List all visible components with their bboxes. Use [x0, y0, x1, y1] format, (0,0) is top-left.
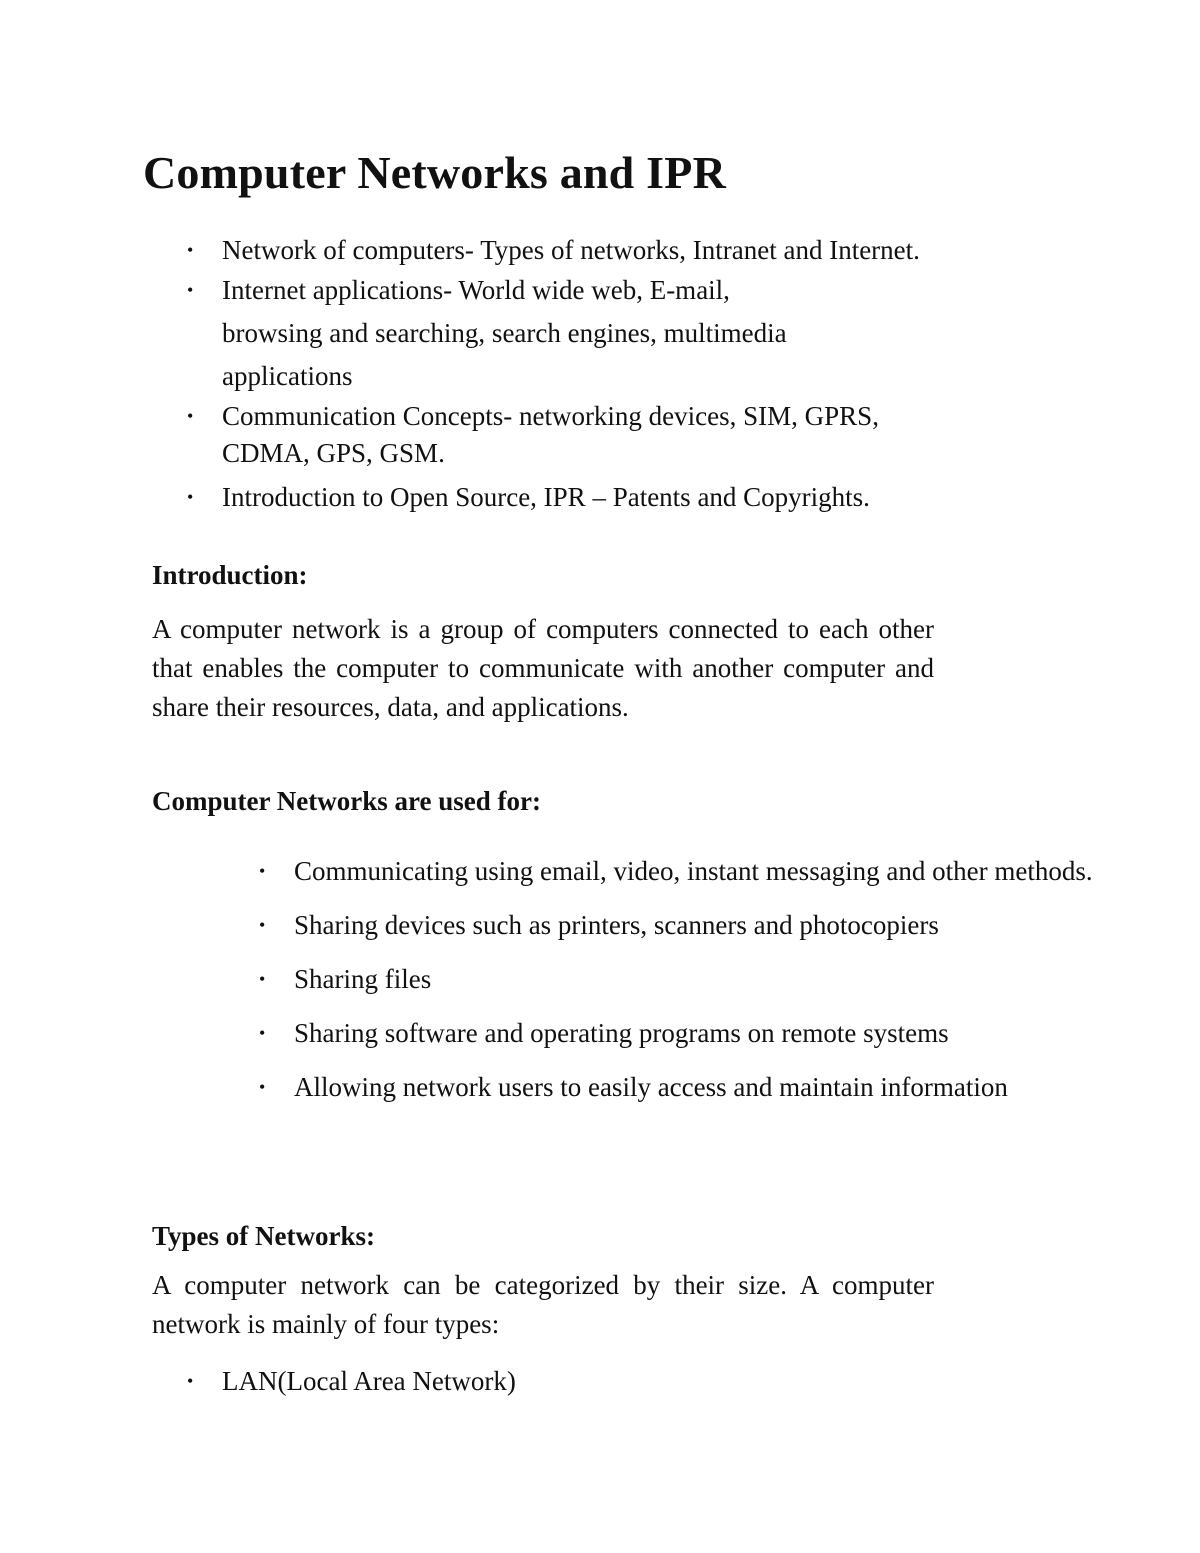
list-item-text: Sharing files [294, 964, 432, 994]
list-item-text: Introduction to Open Source, IPR – Patents and Copyrights. [222, 482, 870, 512]
list-item [150, 398, 1050, 472]
list-item [150, 232, 1050, 269]
bullet-icon: • [259, 969, 266, 989]
list-item [222, 907, 1122, 944]
uses-list [222, 853, 1122, 1123]
list-item-text: Sharing software and operating programs on remote systems [294, 1018, 949, 1048]
bullet-icon: • [259, 1023, 266, 1043]
list-item [222, 1015, 1122, 1052]
types-heading: Types of Networks: [152, 1221, 375, 1251]
types-paragraph: A computer network can be categorized by their size. A computer network is mainly of four types: [152, 1270, 934, 1339]
bullet-icon: • [187, 1371, 194, 1391]
list-item-text: CDMA, GPS, GSM. [222, 438, 445, 468]
page-title: Computer Networks and IPR [143, 147, 726, 198]
types-list [150, 1363, 516, 1400]
list-item [222, 1069, 1122, 1106]
list-item-text: applications [222, 361, 353, 391]
list-item-text: LAN(Local Area Network) [222, 1366, 516, 1396]
topics-list [150, 232, 1050, 516]
list-item [222, 961, 1122, 998]
list-item [150, 1363, 516, 1400]
list-item [150, 479, 1050, 516]
list-item-text: Communication Concepts- networking devices, SIM, GPRS, [222, 401, 879, 431]
list-item-text: browsing and searching, search engines, multimedia [222, 318, 787, 348]
bullet-icon: • [187, 487, 194, 507]
introduction-paragraph: A computer network is a group of computers connected to each other that enables the computer to communicate with another computer and share their resources, data, and applications. [152, 614, 934, 722]
list-item-text: Internet applications- World wide web, E-mail, [222, 275, 730, 305]
bullet-icon: • [187, 240, 194, 260]
uses-heading: Computer Networks are used for: [152, 786, 541, 816]
list-item [222, 853, 1122, 890]
bullet-icon: • [259, 861, 266, 881]
bullet-icon: • [187, 280, 194, 300]
introduction-heading: Introduction: [152, 560, 308, 590]
bullet-icon: • [187, 406, 194, 426]
bullet-icon: • [259, 915, 266, 935]
bullet-icon: • [259, 1077, 266, 1097]
list-item-text: Communicating using email, video, instant messaging and other methods. [294, 856, 1093, 886]
list-item-text: Network of computers- Types of networks, Intranet and Internet. [222, 235, 920, 265]
list-item-text: Allowing network users to easily access and maintain information [294, 1072, 1008, 1102]
list-item-text: Sharing devices such as printers, scanners and photocopiers [294, 910, 939, 940]
list-item [150, 269, 1050, 398]
